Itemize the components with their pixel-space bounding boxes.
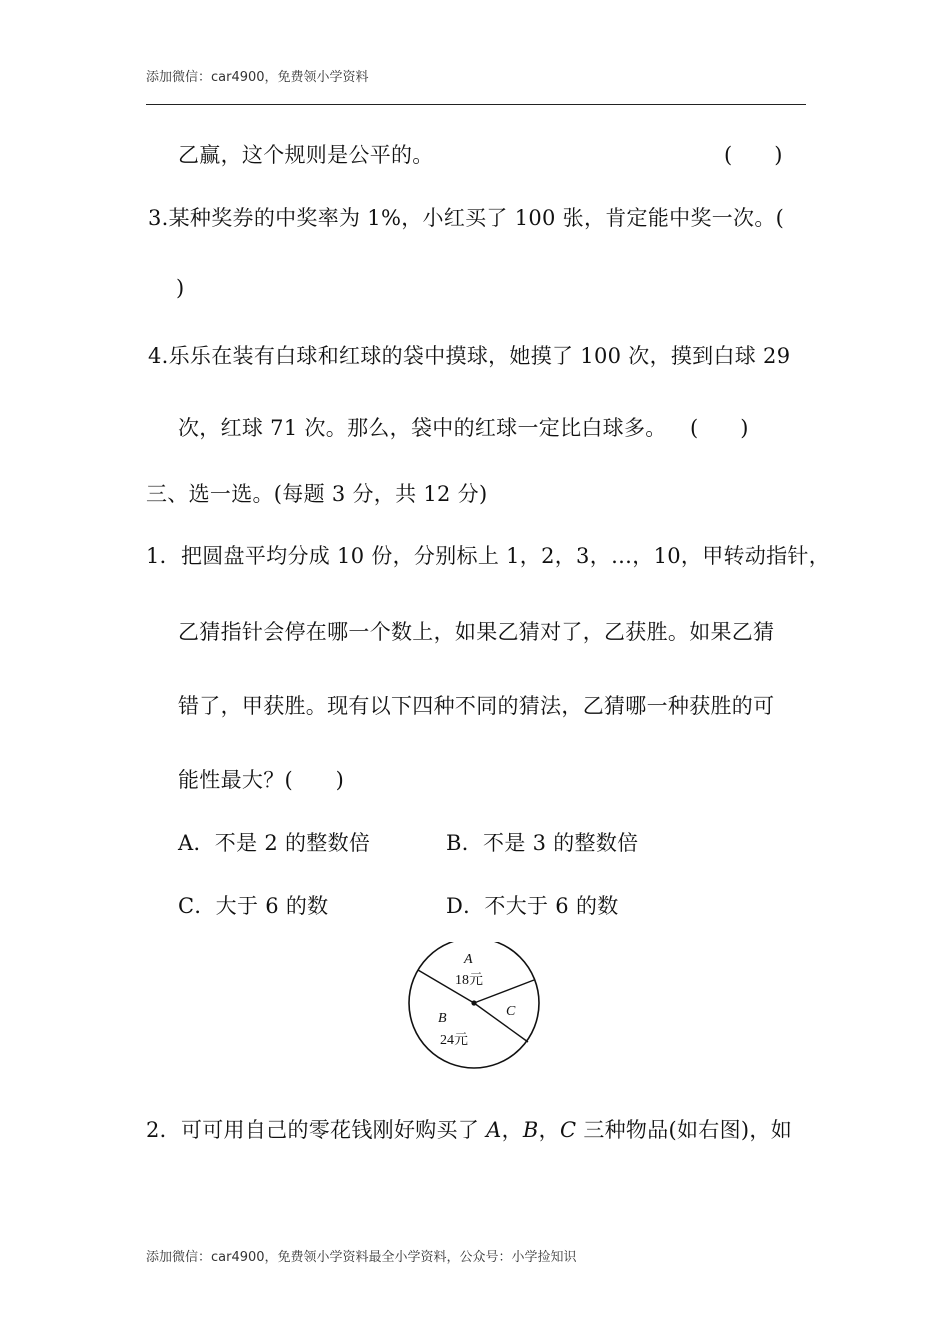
question-2-continuation: 乙赢，这个规则是公平的。 xyxy=(178,143,434,167)
page-header: 添加微信：car4900，免费领小学资料 xyxy=(146,70,369,85)
q2-sep2: ， xyxy=(538,1118,560,1142)
page-footer: 添加微信：car4900，免费领小学资料最全小学资料，公众号：小学捡知识 xyxy=(146,1250,577,1265)
circle-diagram xyxy=(408,942,548,1072)
mc-question-1-line4: 能性最大？( ) xyxy=(178,768,345,792)
sector-price-b: 24元 xyxy=(440,1033,468,1048)
q2-var-c: C xyxy=(559,1118,577,1142)
answer-paren-q2: ( ) xyxy=(724,143,783,167)
header-rule xyxy=(146,104,806,105)
option-d: D．不大于 6 的数 xyxy=(446,894,619,918)
sector-label-a: A xyxy=(464,952,473,967)
option-b: B．不是 3 的整数倍 xyxy=(446,831,639,855)
divider-line-bc xyxy=(474,1003,528,1042)
question-4-line2: 次，红球 71 次。那么，袋中的红球一定比白球多。 xyxy=(178,416,667,440)
q2-suffix: 三种物品(如右图)，如 xyxy=(576,1118,793,1142)
center-dot xyxy=(471,1000,476,1005)
q2-sep1: ， xyxy=(501,1118,523,1142)
mc-question-2-line1 xyxy=(146,1114,792,1144)
question-3-line2: ) xyxy=(176,276,185,300)
divider-line-ac xyxy=(474,980,534,1003)
mc-question-1-line2: 乙猜指针会停在哪一个数上，如果乙猜对了，乙获胜。如果乙猜 xyxy=(178,620,775,644)
sector-price-a: 18元 xyxy=(455,973,483,988)
question-3-line1: 3.某种奖券的中奖率为 1%，小红买了 100 张，肯定能中奖一次。( xyxy=(148,206,785,230)
section-3-title: 三、选一选。(每题 3 分，共 12 分) xyxy=(146,482,488,506)
q2-var-a: A xyxy=(486,1118,502,1142)
q2-var-b: B xyxy=(522,1118,539,1142)
sector-label-b: B xyxy=(438,1011,447,1026)
question-4-line1: 4.乐乐在装有白球和红球的袋中摸球，她摸了 100 次，摸到白球 29 xyxy=(148,344,791,368)
mc-question-1-line3: 错了，甲获胜。现有以下四种不同的猜法，乙猜哪一种获胜的可 xyxy=(178,694,775,718)
mc-question-1-line1: 1．把圆盘平均分成 10 份，分别标上 1，2，3，…，10，甲转动指针， xyxy=(146,544,831,568)
answer-paren-q4: ( ) xyxy=(690,416,749,440)
option-c: C．大于 6 的数 xyxy=(178,894,329,918)
option-a: A．不是 2 的整数倍 xyxy=(178,831,371,855)
q2-prefix: 2．可可用自己的零花钱刚好购买了 xyxy=(146,1118,487,1142)
sector-label-c: C xyxy=(506,1004,516,1019)
